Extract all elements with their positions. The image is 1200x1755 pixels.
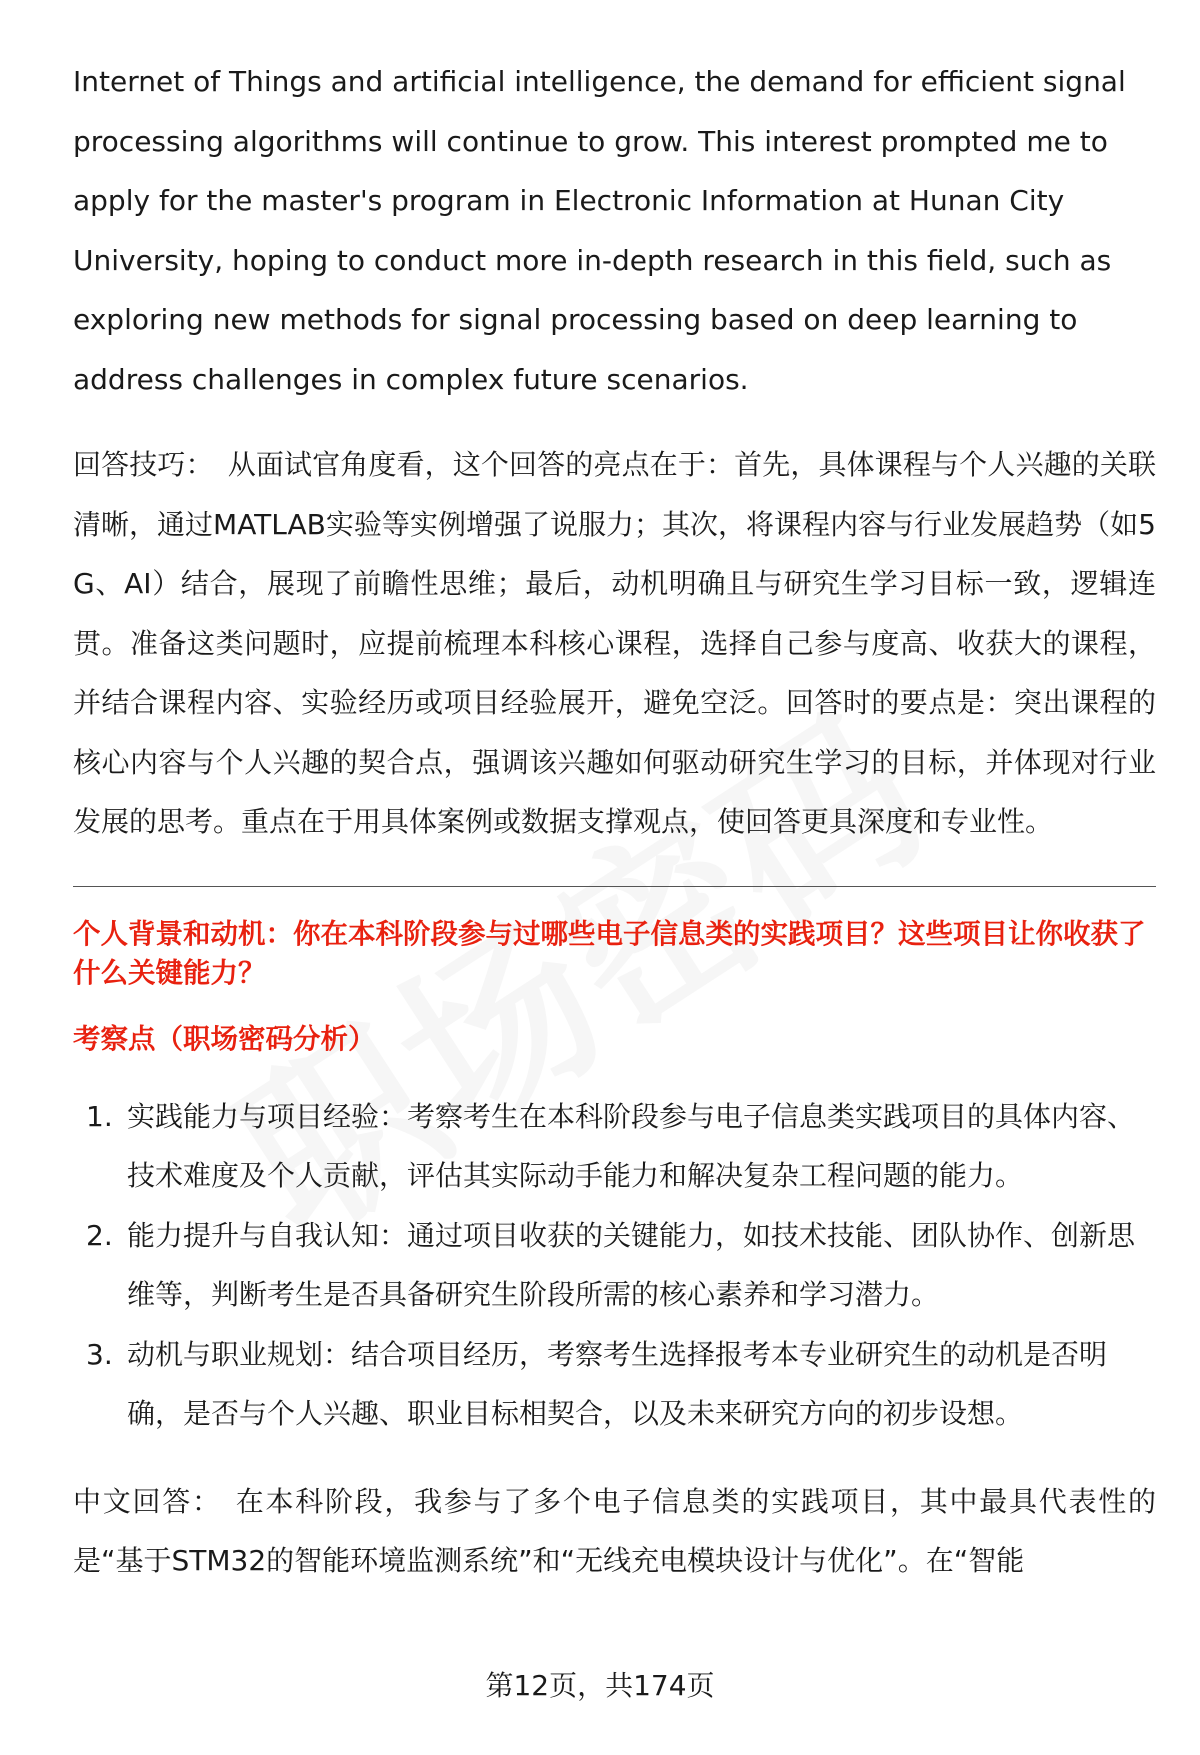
answer-text: 在本科阶段，我参与了多个电子信息类的实践项目，其中最具代表性的是“基于STM32的智能环境监测系统”和“无线充电模块设计与优化”。在“智能 bbox=[73, 1484, 1156, 1577]
list-item bbox=[73, 1087, 1156, 1206]
list-item-text: 能力提升与自我认知：通过项目收获的关键能力，如技术技能、团队协作、创新思维等，判断考生是否具备研究生阶段所需的核心素养和学习潜力。 bbox=[127, 1218, 1136, 1311]
intro-paragraph: Internet of Things and artificial intelligence, the demand for efficient signal processing algorithms will continue to grow. This interest prompted me to apply for the master's program in Electronic Information at Hunan City University, hoping to conduct more in-depth research in this field, such as exploring new methods for signal processing based on deep learning to address challenges in complex future scenarios. bbox=[73, 65, 1126, 396]
document-page bbox=[73, 52, 1156, 1591]
list-number: 1. bbox=[86, 1099, 113, 1133]
list-item bbox=[73, 1325, 1156, 1444]
list-item-text: 实践能力与项目经验：考察考生在本科阶段参与电子信息类实践项目的具体内容、技术难度及个人贡献，评估其实际动手能力和解决复杂工程问题的能力。 bbox=[127, 1099, 1136, 1192]
question-heading: 个人背景和动机：你在本科阶段参与过哪些电子信息类的实践项目？这些项目让你收获了什么关键能力？ bbox=[73, 917, 1146, 989]
list-number: 2. bbox=[86, 1218, 113, 1252]
analysis-title: 考察点（职场密码分析） bbox=[73, 1022, 376, 1055]
list-item bbox=[73, 1206, 1156, 1325]
page-number: 第12页，共174页 bbox=[485, 1669, 715, 1702]
chinese-answer-paragraph bbox=[73, 1472, 1156, 1591]
tip-label: 回答技巧： bbox=[73, 448, 214, 481]
assessment-points-list bbox=[73, 1087, 1156, 1444]
tip-text: 从面试官角度看，这个回答的亮点在于：首先，具体课程与个人兴趣的关联清晰，通过MATLAB实验等实例增强了说服力；其次，将课程内容与行业发展趋势（如5G、AI）结合，展现了前瞻性思维；最后，动机明确且与研究生学习目标一致，逻辑连贯。准备这类问题时，应提前梳理本科核心课程，选择自己参与度高、收获大的课程，并结合课程内容、实验经历或项目经验展开，避免空泛。回答时的要点是：突出课程的核心内容与个人兴趣的契合点，强调该兴趣如何驱动研究生学习的目标，并体现对行业发展的思考。重点在于用具体案例或数据支撑观点，使回答更具深度和专业性。 bbox=[73, 448, 1156, 838]
list-item-text: 动机与职业规划：结合项目经历，考察考生选择报考本专业研究生的动机是否明确，是否与个人兴趣、职业目标相契合，以及未来研究方向的初步设想。 bbox=[127, 1337, 1108, 1430]
section-divider bbox=[73, 886, 1156, 887]
list-number: 3. bbox=[86, 1337, 113, 1371]
answer-tips-paragraph bbox=[73, 435, 1156, 852]
answer-label: 中文回答： bbox=[73, 1484, 222, 1518]
